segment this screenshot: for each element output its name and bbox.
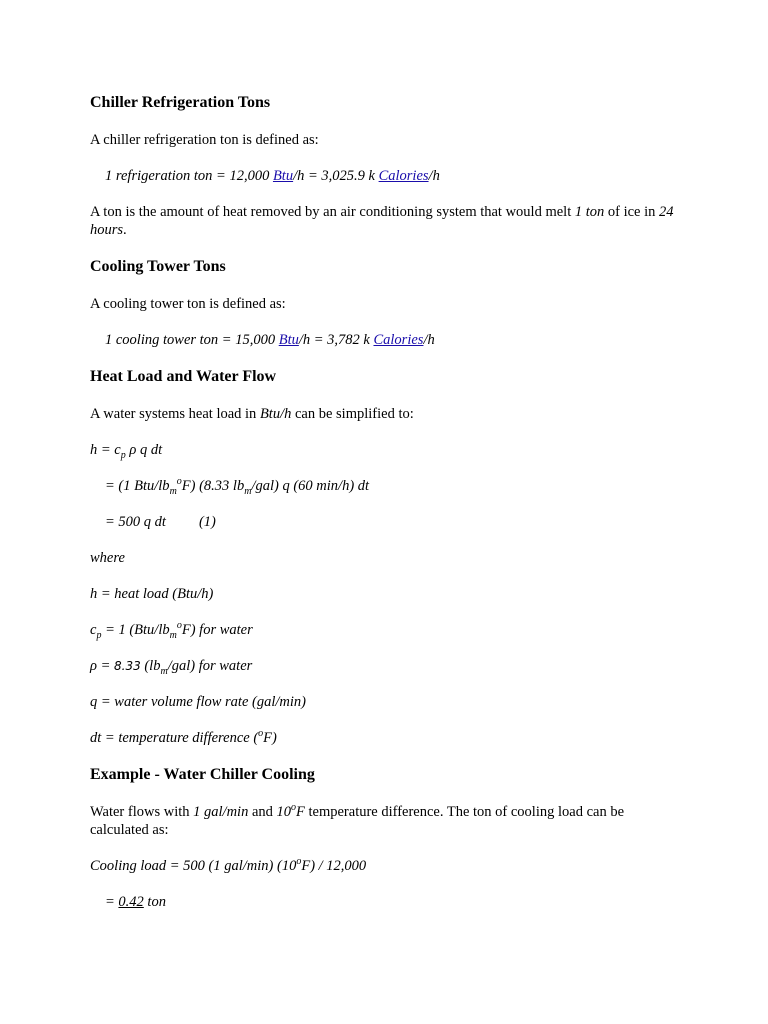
chiller-ton-intro: A chiller refrigeration ton is defined as: xyxy=(90,132,319,148)
formula-end: /h xyxy=(428,168,440,184)
example-desc-text-1: Water flows with xyxy=(90,804,194,820)
calories-link[interactable]: Calories xyxy=(373,332,424,348)
calories-link[interactable]: Calories xyxy=(378,168,429,184)
eq1-part-b: ρ q dt xyxy=(125,442,163,458)
def-dt-a: dt = temperature difference ( xyxy=(90,730,259,746)
btu-link[interactable]: Btu xyxy=(278,332,299,348)
def-cp-sub-2: m xyxy=(169,629,177,641)
calc-part-b: F) / 12,000 xyxy=(301,858,367,874)
definition-dt xyxy=(90,729,277,747)
ton-desc-text-1: A ton is the amount of heat removed by an air conditioning system that would melt xyxy=(90,204,575,220)
example-desc-temp-sup: o xyxy=(291,802,297,814)
def-cp-sub: p xyxy=(96,629,102,641)
eq1-part-a: h = c xyxy=(90,442,121,458)
example-desc-flow: 1 gal/min xyxy=(193,804,249,820)
example-description xyxy=(90,803,675,839)
section-title-example-water-chiller-cooling: Example - Water Chiller Cooling xyxy=(90,766,315,783)
def-dt-b: F) xyxy=(263,730,277,746)
ton-desc-text-2: of ice in xyxy=(604,204,660,220)
cooling-tower-ton-formula xyxy=(105,331,435,349)
eq2-part-b: F) (8.33 lb xyxy=(181,478,245,494)
definition-rho xyxy=(90,657,252,675)
example-desc-text-2: and xyxy=(248,804,277,820)
cooling-tower-intro: A cooling tower ton is defined as: xyxy=(90,296,286,312)
btu-link[interactable]: Btu xyxy=(272,168,294,184)
def-dt-sup: o xyxy=(258,728,264,740)
heat-load-equation xyxy=(90,441,162,459)
definition-cp xyxy=(90,621,253,639)
def-rho-a: ρ = xyxy=(90,658,114,674)
eq3-body: = 500 q dt xyxy=(105,514,166,530)
heat-load-intro-text-1: A water systems heat load in xyxy=(90,406,260,422)
ton-desc-em-2: 24 hours xyxy=(90,204,674,238)
eq1-sub: p xyxy=(120,449,126,461)
example-desc-temp-value: 10 xyxy=(276,804,292,820)
heat-load-intro-unit: Btu/h xyxy=(259,406,292,422)
formula-lhs: 1 refrigeration ton = 12,000 xyxy=(105,168,273,184)
def-cp-c: F) for water xyxy=(181,622,253,638)
def-rho-value: 8.33 xyxy=(114,659,141,673)
result-prefix: = xyxy=(105,894,119,910)
ton-desc-em-1: 1 ton xyxy=(574,204,605,220)
cooling-load-result xyxy=(105,893,166,911)
section-title-heat-load-water-flow: Heat Load and Water Flow xyxy=(90,368,277,385)
result-unit: ton xyxy=(143,894,166,910)
ton-desc-text-3: . xyxy=(123,222,127,238)
def-cp-sup: o xyxy=(176,620,182,632)
heat-load-intro-text-2: can be simplified to: xyxy=(291,406,414,422)
heat-load-intro xyxy=(90,405,414,423)
def-rho-b: (lb xyxy=(140,658,161,674)
eq2-sub-2: m xyxy=(244,485,252,497)
def-rho-c: /gal) for water xyxy=(167,658,253,674)
example-desc-temp-unit: F xyxy=(296,804,305,820)
calc-sup: o xyxy=(296,856,302,868)
eq2-part-a: = (1 Btu/lb xyxy=(105,478,170,494)
definition-q: q = water volume flow rate (gal/min) xyxy=(90,694,306,710)
ton-definition-paragraph xyxy=(90,203,675,239)
formula-mid: /h = 3,782 k xyxy=(298,332,374,348)
result-value: 0.42 xyxy=(118,894,144,910)
example-desc-text-3: temperature difference. The ton of cooling load can be calculated as: xyxy=(90,804,625,838)
formula-mid: /h = 3,025.9 k xyxy=(293,168,379,184)
calc-part-a: Cooling load = 500 (1 gal/min) (10 xyxy=(90,858,297,874)
formula-lhs: 1 cooling tower ton = 15,000 xyxy=(105,332,279,348)
eq2-sup-1: o xyxy=(176,476,182,488)
section-title-chiller-refrigeration-tons: Chiller Refrigeration Tons xyxy=(90,94,271,111)
where-label: where xyxy=(90,550,125,566)
def-cp-a: c xyxy=(90,622,97,638)
equation-number: (1) xyxy=(198,514,216,530)
formula-end: /h xyxy=(423,332,435,348)
eq2-sub-1: m xyxy=(169,485,177,497)
def-cp-b: = 1 (Btu/lb xyxy=(101,622,170,638)
heat-load-equation-simplified xyxy=(105,513,216,531)
definition-h: h = heat load (Btu/h) xyxy=(90,586,214,602)
refrigeration-ton-formula xyxy=(105,167,440,185)
def-rho-sub: m xyxy=(160,665,168,677)
cooling-load-calculation xyxy=(90,857,366,875)
heat-load-equation-expanded xyxy=(105,477,369,495)
eq2-part-c: /gal) q (60 min/h) dt xyxy=(251,478,370,494)
section-title-cooling-tower-tons: Cooling Tower Tons xyxy=(90,258,226,275)
